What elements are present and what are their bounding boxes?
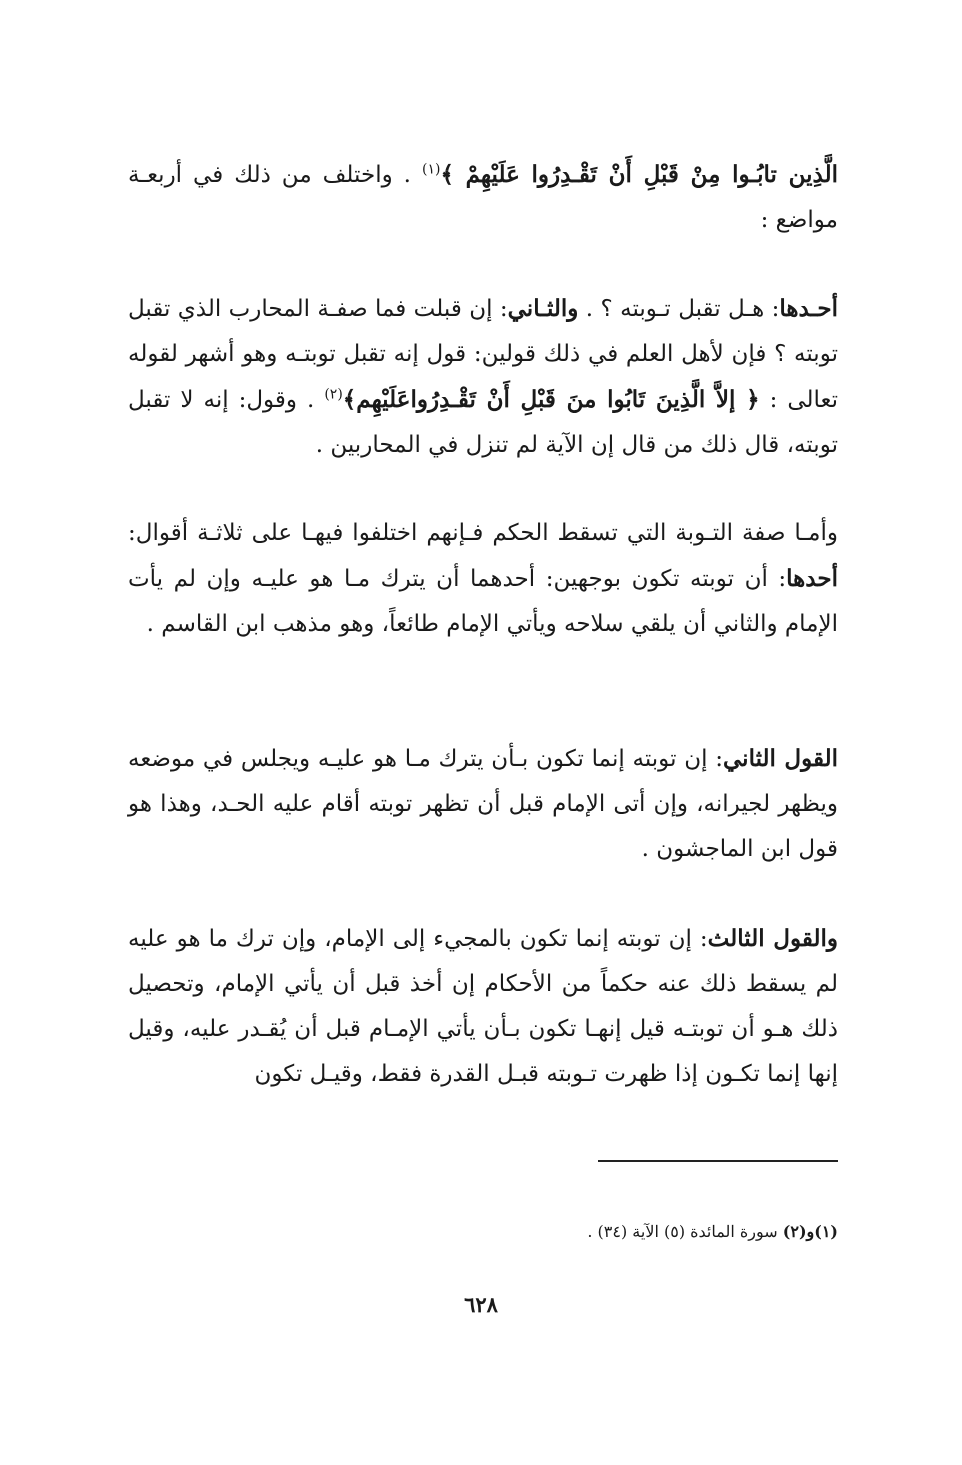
footnote-ref-2: (٢) [324,386,343,403]
paragraph-1 [128,152,838,243]
paragraph-5 [128,916,838,1097]
footnote [400,1220,838,1244]
paragraph-text: وأمـا صفة التـوبة التي تسقط الحكم فـإنهم اختلفوا فيهـا على ثلاثـة أقوال: [128,520,838,546]
paragraph-2 [128,286,838,468]
footnote-refs: (١)و(٢) [782,1222,838,1241]
lead-term: والثـاني [507,295,579,322]
paragraph-4 [128,736,838,872]
quran-verse: الَّذِين تابُـوا مِنْ قَبْلِ أَنْ تَقْـدِرُوا عَلَيْهِمْ ﴾ [440,161,838,188]
footnote-ref-1: (١) [421,161,441,178]
footnote-text: سورة المائدة (٥) الآية (٣٤) . [587,1222,783,1241]
footnote-divider [598,1160,838,1162]
paragraph-text: : إن توبته إنما تكون بالمجيء إلى الإمام، وإن ترك ما هو عليه لم يسقط ذلك عنه حكماً من الأحكام إن أخذ قبل أن يأتي الإمام، وتحصيل ذلك هـو أن توبتـه قيل إنهـا تكون بـأن يأتي الإمـام قبل أن يُقـدر عليه، وقيل إنها إنما تكـون إذا ظهرت تـوبته قبـل القدرة فقط، وقيـل تكون [128,926,838,1087]
lead-term: القول الثاني [723,745,838,772]
paragraph-text: . وقول: إنه لا تقبل توبته، قال ذلك من قال إن الآية لم تنزل في المحاربين . [128,387,838,458]
page-number: ٦٢٨ [464,1292,498,1317]
paragraph-text: . واختلف من ذلك في أربعـة مواضع : [128,162,838,233]
lead-term: والقول الثالث [707,925,838,952]
paragraph-text: : إن قبلت فما صفـة المحارب الذي تقبل توبته ؟ فإن لأهل العلم في ذلك قولين: قول إنه تقبل توبتـه وهو أشهر لقوله تعالى : [128,296,838,413]
quran-verse: ﴿ إلاَّ الَّذِينَ تَابُوا منَ قَبْلِ أَنْ تَقْـدِرُواعَلَيْهِم﴾ [342,386,760,413]
lead-term: أحدها [786,565,838,592]
lead-term: أحـدها [779,295,838,322]
paragraph-text: : هـل تقبل تـوبته ؟ . [578,296,780,322]
paragraph-text: : أن توبته تكون بوجهين: أحدهما أن يترك مـا هو عليـه وإن لم يأت الإمام والثاني أن يلقي سلاحه ويأتي الإمام طائعاً، وهو مذهب ابن القاسم . [128,566,838,637]
paragraph-3 [128,511,838,647]
paragraph-text: : إن توبته إنما تكون بـأن يترك مـا هو عليـه ويجلس في موضعه ويظهر لجيرانه، وإن أتى الإمام قبل أن تظهر توبته أقام عليه الحـد، وهذا هو قول ابن الماجشون . [128,746,838,862]
